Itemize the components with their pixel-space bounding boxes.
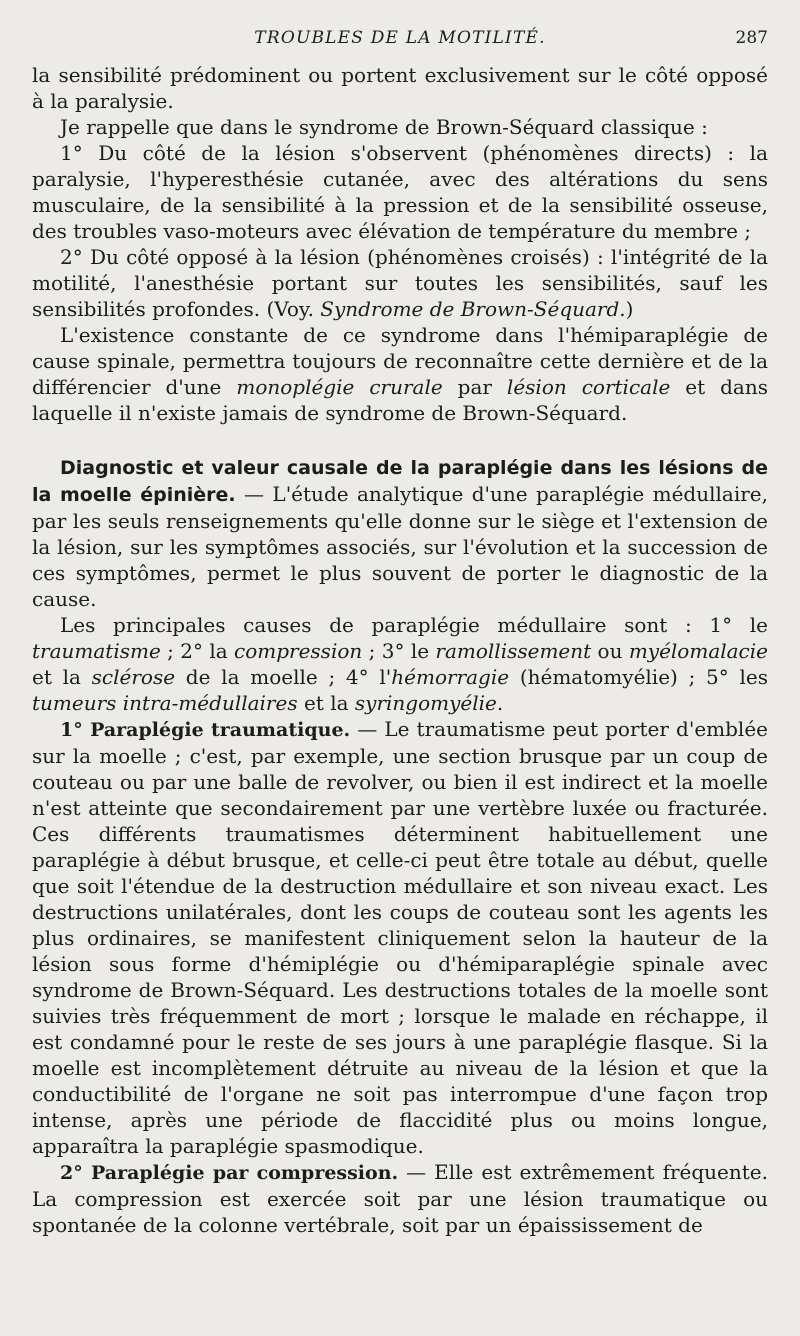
- text-run: et dans laquelle il n'existe jamais de syndrome de Brown-Séquard.: [32, 375, 768, 425]
- text-run: (hématomyélie) ; 5° les: [509, 665, 769, 689]
- italic-term: Syndrome de Brown-Séquard.: [320, 297, 626, 321]
- italic-term: lésion corticale: [506, 375, 671, 399]
- text-run: la sensibilité prédominent ou portent exclusivement sur le côté opposé à la paralysie.: [32, 63, 768, 113]
- body-paragraph: [32, 1159, 768, 1238]
- text-run: de la moelle ; 4° l': [175, 665, 392, 689]
- text-run: L'existence constante de ce syndrome dans l'hémiparaplégie de cause spinale, permettra toujours de reconnaître cette dernière et de la différencier d'une: [32, 323, 768, 399]
- italic-term: hémorragie: [391, 665, 510, 689]
- text-run: ou: [591, 639, 629, 663]
- text-run: 2° Du côté opposé à la lésion (phénomènes croisés) : l'intégrité de la motilité, l'anesthésie portant sur toutes les sensibilités, sauf les sensibilités profondes. (Voy.: [32, 245, 768, 321]
- text-run: et la: [297, 691, 355, 715]
- body-paragraph: [32, 322, 768, 426]
- section-heading: Diagnostic et valeur causale de la paraplégie dans les lésions de la moelle épinière.: [32, 457, 768, 506]
- body-paragraph: [32, 612, 768, 716]
- italic-term: sclérose: [91, 665, 176, 689]
- running-head: TROUBLES DE LA MOTILITÉ.: [254, 28, 546, 48]
- italic-term: ramollissement: [435, 639, 592, 663]
- text-run: — Le traumatisme peut porter d'emblée sur la moelle ; c'est, par exemple, une section brusque par un coup de couteau ou par une balle de revolver, ou bien il est indirect et la moelle n'est atteinte que secondairement par une vertèbre luxée ou fracturée. Ces différents traumatismes déterminent habituellement une paraplégie à début brusque, et celle-ci peut être totale au début, quelle que soit l'étendue de la destruction médullaire et son niveau exact. Les destructions unilatérales, dont les coups de couteau sont les agents les plus ordinaires, se manifestent cliniquement selon la hauteur de la lésion sous forme d'hémiplégie ou d'hémiparaplégie spinale avec syndrome de Brown-Séquard. Les destructions totales de la moelle sont suivies très fréquemment de mort ; lorsque le malade en réchappe, il est condamné pour le reste de ses jours à une paraplégie flasque. Si la moelle est incomplètement détruite au niveau de la lésion et que la conductibilité de l'organe ne soit pas interrompue d'une façon trop intense, après une période de flaccidité plus ou moins longue, apparaîtra la paraplégie spasmodique.: [32, 717, 769, 1158]
- body-paragraph: [32, 114, 768, 140]
- text-run: ): [625, 297, 634, 321]
- italic-term: myélomalacie: [628, 639, 768, 663]
- text-run: Je rappelle que dans le syndrome de Brown-Séquard classique :: [60, 115, 708, 139]
- italic-term: tumeurs intra-médullaires: [32, 691, 298, 715]
- text-run: ; 2° la: [160, 639, 235, 663]
- italic-term: syringomyélie: [354, 691, 497, 715]
- text-run: — Elle est extrêmement fréquente. La compression est exercée soit par une lésion traumatique ou spontanée de la colonne vertébrale, soit par un épaississement de: [32, 1160, 768, 1237]
- page-body: [32, 62, 768, 1238]
- italic-term: traumatisme: [32, 639, 161, 663]
- text-run: 1° Du côté de la lésion s'observent (phénomènes directs) : la paralysie, l'hyperesthésie cutanée, avec des altérations du sens musculaire, de la sensibilité à la pression et de la sensibilité osseuse, des troubles vaso-moteurs avec élévation de température du membre ;: [32, 141, 768, 243]
- text-run: Les principales causes de paraplégie médullaire sont : 1° le: [60, 613, 768, 637]
- body-paragraph: [32, 716, 768, 1159]
- text-run: .: [496, 691, 504, 715]
- subsection-heading: 1° Paraplégie traumatique.: [60, 719, 351, 741]
- subsection-heading: 2° Paraplégie par compression.: [60, 1162, 399, 1184]
- page-header: [32, 28, 768, 50]
- body-paragraph: [32, 454, 768, 612]
- body-paragraph: [32, 62, 768, 114]
- body-paragraph: [32, 140, 768, 244]
- italic-term: compression: [234, 639, 363, 663]
- page-number: 287: [735, 28, 768, 48]
- body-paragraph: [32, 244, 768, 322]
- text-run: par: [442, 375, 507, 399]
- italic-term: monoplégie crurale: [236, 375, 443, 399]
- text-run: — L'étude analytique d'une paraplégie médullaire, par les seuls renseignements qu'elle donne sur le siège et l'extension de la lésion, sur les symptômes associés, sur l'évolution et la succession de ces symptômes, permet le plus souvent de porter le diagnostic de la cause.: [32, 482, 768, 611]
- text-run: et la: [32, 665, 92, 689]
- text-run: ; 3° le: [362, 639, 436, 663]
